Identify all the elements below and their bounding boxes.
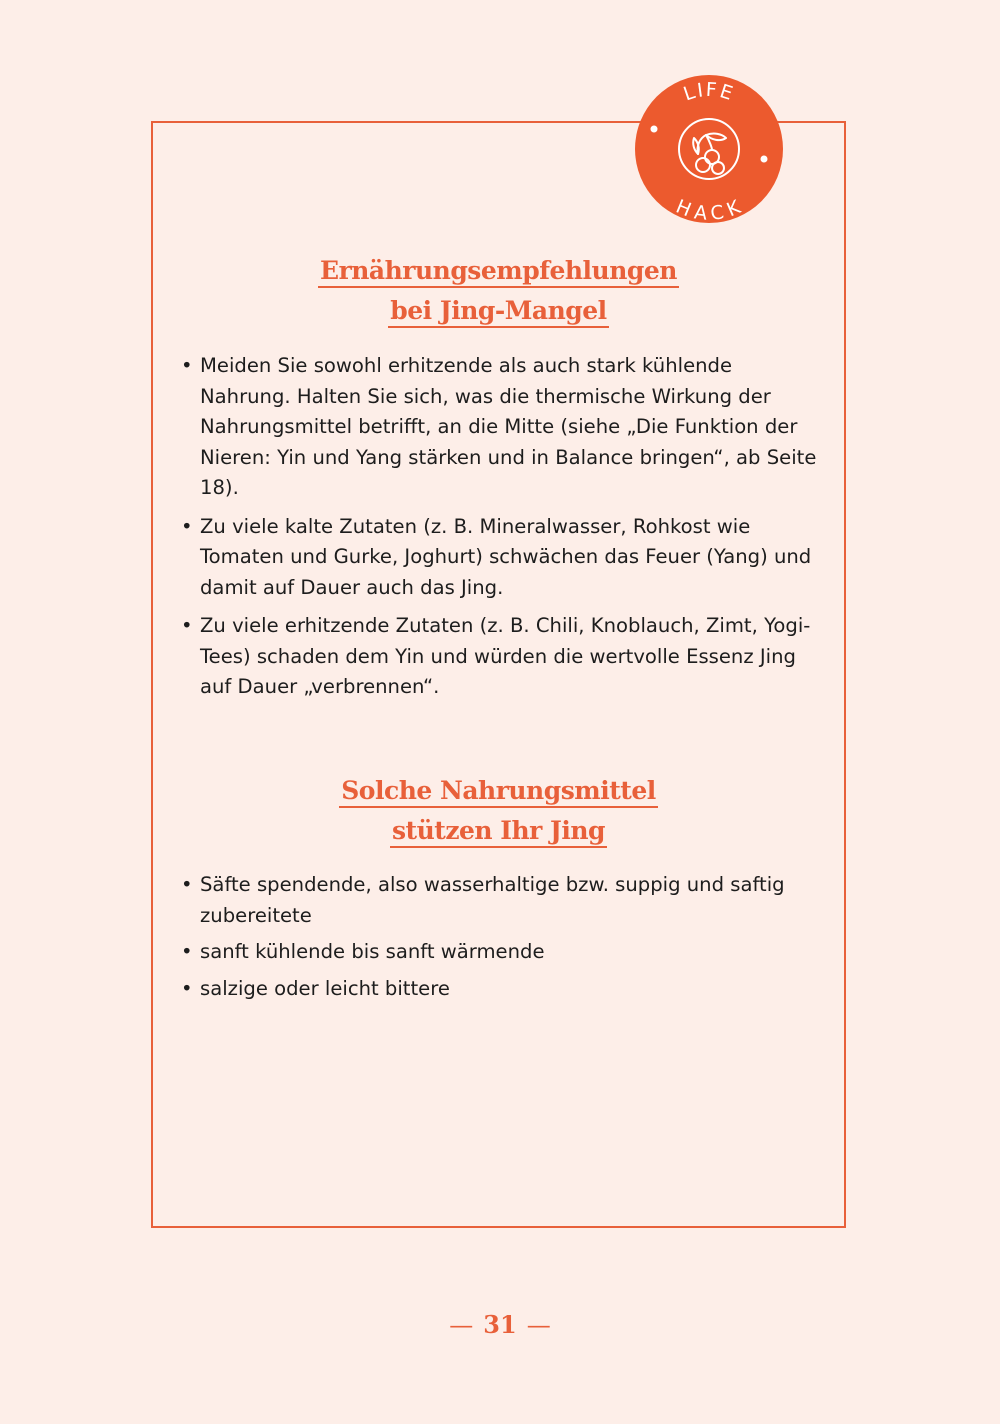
badge-top-text: LIFE bbox=[680, 78, 738, 106]
life-hack-badge bbox=[634, 74, 784, 224]
list-item: • Meiden Sie sowohl erhitzende als auch stark kühlende Nahrung. Halten Sie sich, was die thermische Wirkung der Nahrungsmittel betrifft, an die Mitte (siehe „Die Funktion der Nieren: Yin und Yang stärken und in Balance bringen“, ab Seite 18). bbox=[181, 354, 817, 499]
list-item: • Säfte spendende, also wasserhaltige bzw. suppig und saftig zubereitete bbox=[181, 873, 785, 927]
badge-bottom-text: HACK bbox=[672, 195, 746, 224]
section1-title-line1: Ernährungsempfehlungen bbox=[318, 256, 679, 288]
page-number: — 31 — bbox=[449, 1310, 551, 1339]
badge-dot-right bbox=[761, 156, 768, 163]
list-item: • Zu viele erhitzende Zutaten (z. B. Chili, Knoblauch, Zimt, Yogi-Tees) schaden dem Yin und würden die wertvolle Essenz Jing auf Dauer „verbrennen“. bbox=[181, 614, 811, 698]
section1-title bbox=[151, 251, 846, 331]
badge-dot-left bbox=[651, 126, 658, 133]
section2-title-line1: Solche Nahrungsmittel bbox=[339, 776, 658, 808]
section2-title bbox=[151, 771, 846, 851]
section2-list bbox=[178, 870, 818, 1012]
section1-title-line2: bei Jing-Mangel bbox=[388, 296, 608, 328]
list-item: • sanft kühlende bis sanft wärmende bbox=[181, 940, 545, 963]
list-item: • Zu viele kalte Zutaten (z. B. Mineralwasser, Rohkost wie Tomaten und Gurke, Joghurt) schwächen das Feuer (Yang) und damit auf Dauer auch das Jing. bbox=[181, 514, 812, 599]
section1-list bbox=[178, 351, 818, 711]
list-item: • salzige oder leicht bittere bbox=[181, 976, 450, 1000]
section2-title-line2: stützen Ihr Jing bbox=[390, 816, 607, 848]
